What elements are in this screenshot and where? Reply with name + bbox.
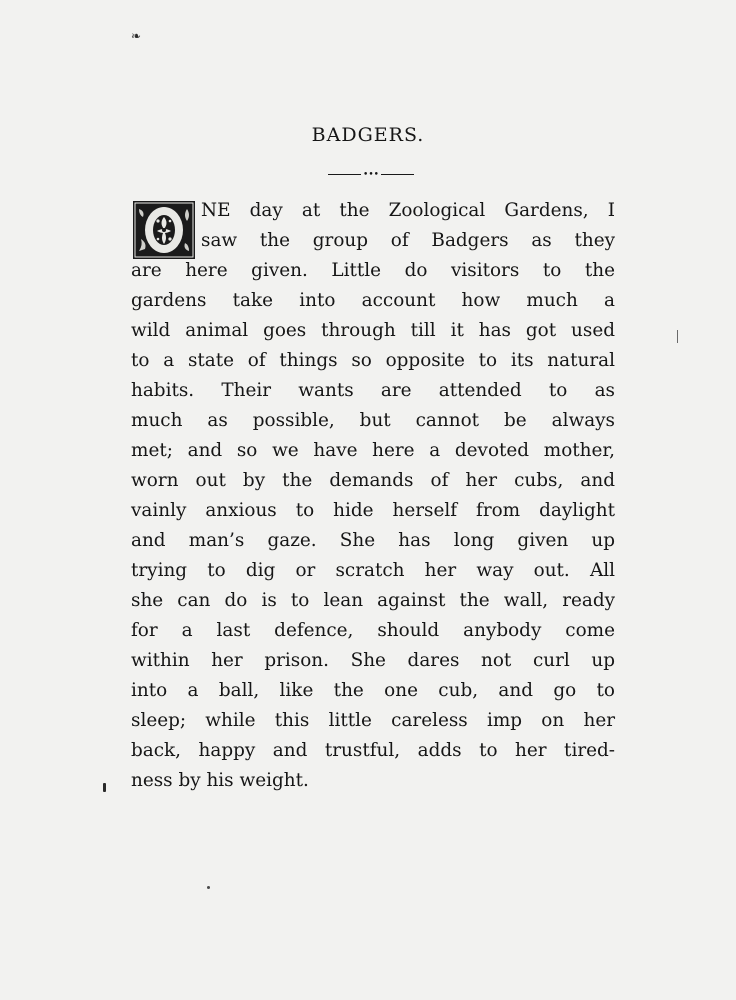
paragraph-line: wild animal goes through till it has got used: [131, 320, 615, 341]
body-paragraph: [131, 196, 615, 796]
paragraph-line: and man’s gaze. She has long given up: [131, 530, 615, 551]
stray-mark: [207, 886, 210, 889]
paragraph-line: sleep; while this little careless imp on her: [131, 710, 615, 731]
stray-mark-icon: ❧: [131, 29, 142, 43]
ornament-dots: •••: [363, 170, 379, 180]
paragraph-line: vainly anxious to hide herself from daylight: [131, 500, 615, 521]
paragraph-line: into a ball, like the one cub, and go to: [131, 680, 615, 701]
paragraph-line: worn out by the demands of her cubs, and: [131, 470, 615, 491]
paragraph-line: met; and so we have here a devoted mother,: [131, 440, 615, 461]
paragraph-line: trying to dig or scratch her way out. All: [131, 560, 615, 581]
stray-mark: [103, 783, 106, 792]
page-title: BADGERS.: [311, 124, 425, 146]
title-ornament: [328, 170, 414, 180]
paragraph-line: to a state of things so opposite to its natural: [131, 350, 615, 371]
paragraph-line: much as possible, but cannot be always: [131, 410, 615, 431]
paragraph-line: back, happy and trustful, adds to her tired-: [131, 740, 615, 761]
paragraph-line: are here given. Little do visitors to the: [131, 260, 615, 281]
paragraph-line: within her prison. She dares not curl up: [131, 650, 615, 671]
stray-mark: [677, 330, 678, 343]
paragraph-line: for a last defence, should anybody come: [131, 620, 615, 641]
ornament-rule-right: [381, 174, 414, 175]
paragraph-line: NE day at the Zoological Gardens, I: [201, 200, 615, 221]
paragraph-line: gardens take into account how much a: [131, 290, 615, 311]
paragraph-line: ness by his weight.: [131, 770, 309, 791]
paragraph-line: habits. Their wants are attended to as: [131, 380, 615, 401]
ornament-rule-left: [328, 174, 361, 175]
paragraph-line: she can do is to lean against the wall, ready: [131, 590, 615, 611]
paragraph-line: saw the group of Badgers as they: [201, 230, 615, 251]
